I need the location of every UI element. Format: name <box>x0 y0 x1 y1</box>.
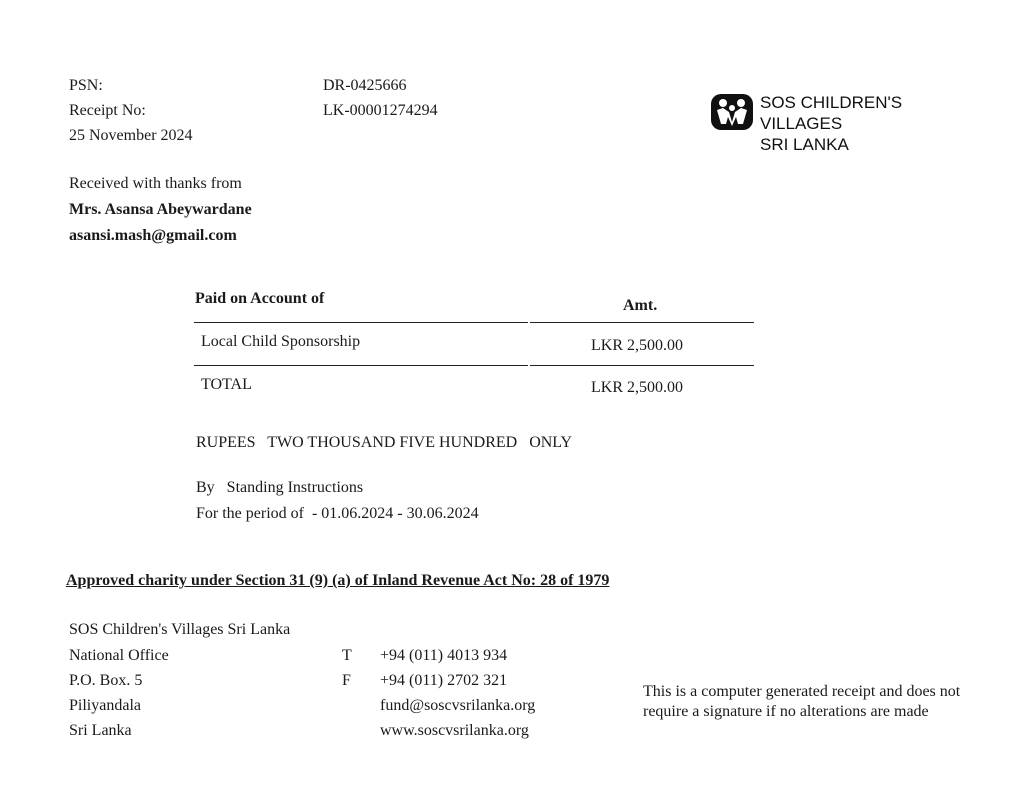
received-intro: Received with thanks from <box>69 175 242 192</box>
payment-method: By Standing Instructions <box>196 479 364 496</box>
table-rule-row-right <box>530 365 754 366</box>
footer-fax: +94 (011) 2702 321 <box>380 672 508 689</box>
receipt-label: Receipt No: <box>69 102 146 119</box>
sos-children-icon <box>711 94 753 130</box>
footer-country: Sri Lanka <box>69 722 132 739</box>
footer-email: fund@soscvsrilanka.org <box>380 697 536 714</box>
table-rule-header-right <box>530 322 754 323</box>
donor-name: Mrs. Asansa Abeywardane <box>69 201 252 218</box>
footer-tel: +94 (011) 4013 934 <box>380 647 508 664</box>
receipt-number: LK-00001274294 <box>323 102 438 119</box>
psn-label: PSN: <box>69 77 103 94</box>
total-amount: LKR 2,500.00 <box>591 379 683 396</box>
footer-web: www.soscvsrilanka.org <box>380 722 529 739</box>
logo-line3: SRI LANKA <box>760 135 849 154</box>
footer-city: Piliyandala <box>69 697 141 714</box>
psn-value: DR-0425666 <box>323 77 407 94</box>
footer-org: SOS Children's Villages Sri Lanka <box>69 621 291 638</box>
table-rule-header-left <box>194 322 528 323</box>
table-rule-row-left <box>194 365 528 366</box>
logo-line2: VILLAGES <box>760 114 843 133</box>
row-account-label: Local Child Sponsorship <box>201 333 361 350</box>
payment-period: For the period of - 01.06.2024 - 30.06.2024 <box>196 505 479 522</box>
row-amount: LKR 2,500.00 <box>591 337 683 354</box>
receipt-date: 25 November 2024 <box>69 127 193 144</box>
footer-office: National Office <box>69 647 169 664</box>
total-label: TOTAL <box>201 376 252 393</box>
donor-email: asansi.mash@gmail.com <box>69 227 237 244</box>
logo-line1: SOS CHILDREN'S <box>760 93 903 112</box>
amount-in-words: RUPEES TWO THOUSAND FIVE HUNDRED ONLY <box>196 434 573 451</box>
col-account-header: Paid on Account of <box>195 290 325 307</box>
computer-generated-note: This is a computer generated receipt and does not require a signature if no alterations are made <box>643 683 961 720</box>
footer-fax-label: F <box>342 672 351 689</box>
approved-charity-statement: Approved charity under Section 31 (9) (a) of Inland Revenue Act No: 28 of 1979 <box>66 572 610 589</box>
footer-tel-label: T <box>342 647 352 664</box>
col-amount-header: Amt. <box>623 297 658 314</box>
footer-pobox: P.O. Box. 5 <box>69 672 143 689</box>
